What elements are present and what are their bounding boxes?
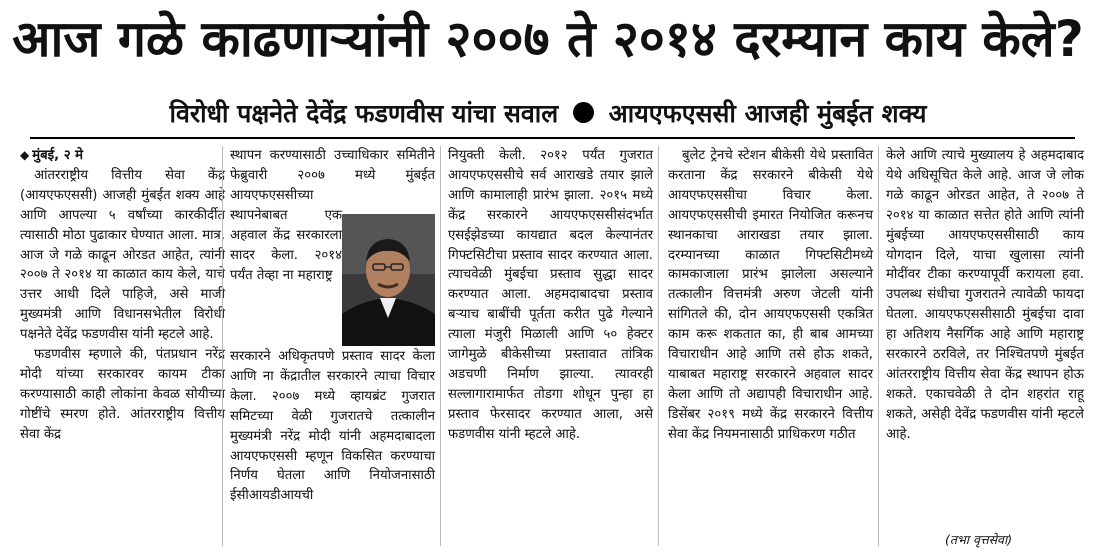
column-separator (658, 146, 659, 546)
portrait-photo (342, 214, 435, 346)
dateline: मुंबई, २ मे (32, 148, 84, 163)
column-separator (222, 146, 223, 546)
article-column-4 (668, 146, 873, 445)
column-separator (440, 146, 441, 546)
paragraph: नियुक्ती केली. २०१२ पर्यंत गुजरात आयएफएससीचे सर्व आराखडे तयार झाले आणि कामालाही प्रारंभ झाला. २०१५ मध्ये केंद्र सरकारने आयएफएससीसंदर्भात एसईझेडच्या कायद्यात बदल केल्यानंतर गिफ्टसिटीचा प्रस्ताव सादर करण्यात आला. त्याचवेळी मुंबईचा प्रस्ताव सुद्धा सादर करण्यात आला. अहमदाबादचा प्रस्ताव बऱ्याच बाबींची पूर्तता करीत पुढे गेल्याने त्याला मंजुरी मिळाली आणि ५० हेक्टर जागेमुळे बीकेसीच्या प्रस्तावात तांत्रिक अडचणी निर्माण झाल्या. त्यावरही सल्लागारामार्फत तोडगा शोधून पुन्हा हा प्रस्ताव फेरसादर करण्यात आला, असे फडणवीस यांनी म्हटले आहे. (448, 148, 653, 442)
column-separator (878, 146, 879, 546)
article-column-2-bottom: सरकारने अधिकृतपणे प्रस्ताव सादर केला आणि ना केंद्रातील सरकारने त्याचा विचार केला. २००७ मध्ये व्हायब्रंट गुजरात समिटच्या वेळी गुजरातचे तत्कालीन मुख्यमंत्री नरेंद्र मोदी यांनी अहमदाबादला आयएफएससी म्हणून विकसित करण्याचा निर्णय घेतला आणि नियोजनासाठी ईसीआयडीआयची (230, 349, 435, 504)
subheadline (0, 94, 1096, 134)
paragraph: बुलेट ट्रेनचे स्टेशन बीकेसी येथे प्रस्तावित करताना केंद्र सरकारने बीकेसी येथे आयएफएससीचा विचार केला. आयएफएससीची इमारत नियोजित करूनच स्थानकाचा आराखडा तयार झाला. दरम्यानच्या काळात गिफ्टसिटीमध्ये कामकाजाला प्रारंभ झालेला असल्याने तत्कालीन वित्तमंत्री अरुण जेटली यांनी सांगितले की, दोन आयएफएससी एकत्रित काम करू शकतात का, ही बाब आमच्या विचाराधीन आहे आणि तसे होऊ शकते, याबाबत महाराष्ट्र सरकारने अहवाल सादर केला आणि तो अद्यापही विचाराधीन आहे. डिसेंबर २०१९ मध्ये केंद्र सरकारने वित्तीय सेवा केंद्र नियमनासाठी प्राधिकरण गठीत (668, 148, 873, 442)
person-icon (342, 214, 435, 346)
bullet-icon (573, 102, 594, 123)
article-column-2-wrap: स्थापनेबाबत एक अहवाल केंद्र सरकारला सादर केला. २०१४ पर्यंत तेव्हा ना महाराष्ट्र (230, 208, 342, 283)
subhead-left: विरोधी पक्षनेते देवेंद्र फडणवीस यांचा सवाल (169, 99, 559, 128)
diamond-icon: ◆ (20, 148, 30, 162)
article-column-5 (886, 146, 1084, 445)
article-column-2-top: स्थापन करण्यासाठी उच्चाधिकार समितीने फेब्रुवारी २००७ मध्ये मुंबईत आयएफएससीच्या (230, 148, 435, 203)
paragraph: आंतरराष्ट्रीय वित्तीय सेवा केंद्र (आयएफएससी) आजही मुंबईत शक्य आहे आणि आपल्या ५ वर्षांच्या कारकीर्दीत त्यासाठी मोठा पुढाकार घेण्यात आला. मात्र, आज जे गळे काढून ओरडत आहेत, त्यांनी २००७ ते २०१४ या काळात काय केले, याचे उत्तर आधी दिले पाहिजे, असे माजी मुख्यमंत्री आणि विधानसभेतील विरोधी पक्षनेते देवेंद्र फडणवीस यांनी म्हटले आहे. (20, 167, 225, 343)
article-column-1 (20, 146, 225, 445)
divider-rule (30, 137, 1075, 139)
paragraph: केले आणि त्याचे मुख्यालय हे अहमदाबाद येथे अधिसूचित केले आहे. आज जे लोक गळे काढून ओरडत आहेत, ते २००७ ते २०१४ या काळात सत्तेत होते आणि त्यांनी मुंबईच्या आयएफएससीसाठी काय योगदान दिले, याचा खुलासा त्यांनी मोदींवर टीका करण्यापूर्वी करायला हवा. उपलब्ध संधीचा गुजरातने त्यावेळी फायदा घेतला. आयएफएससीसाठी मुंबईचा दावा हा अतिशय नैसर्गिक आहे आणि महाराष्ट्र सरकारने ठरविले, तर निश्चितपणे मुंबईत आंतरराष्ट्रीय वित्तीय सेवा केंद्र स्थापन होऊ शकते. एकाचवेळी ते दोन शहरांत राहू शकते, असेही देवेंद्र फडणवीस यांनी म्हटले आहे. (886, 148, 1084, 442)
paragraph: फडणवीस म्हणाले की, पंतप्रधान नरेंद्र मोदी यांच्या सरकारवर कायम टीका करण्यासाठी काही लोकांना केवळ सोयीच्या गोष्टींचे स्मरण होते. आंतरराष्ट्रीय वित्तीय सेवा केंद्र (20, 347, 225, 442)
headline: आज गळे काढणाऱ्यांनी २००७ ते २०१४ दरम्यान काय केले? (12, 10, 1084, 68)
news-agency-credit: (तभा वृत्तसेवा) (945, 532, 1013, 547)
subhead-right: आयएफएससी आजही मुंबईत शक्य (608, 99, 927, 128)
article-column-3 (448, 146, 653, 445)
